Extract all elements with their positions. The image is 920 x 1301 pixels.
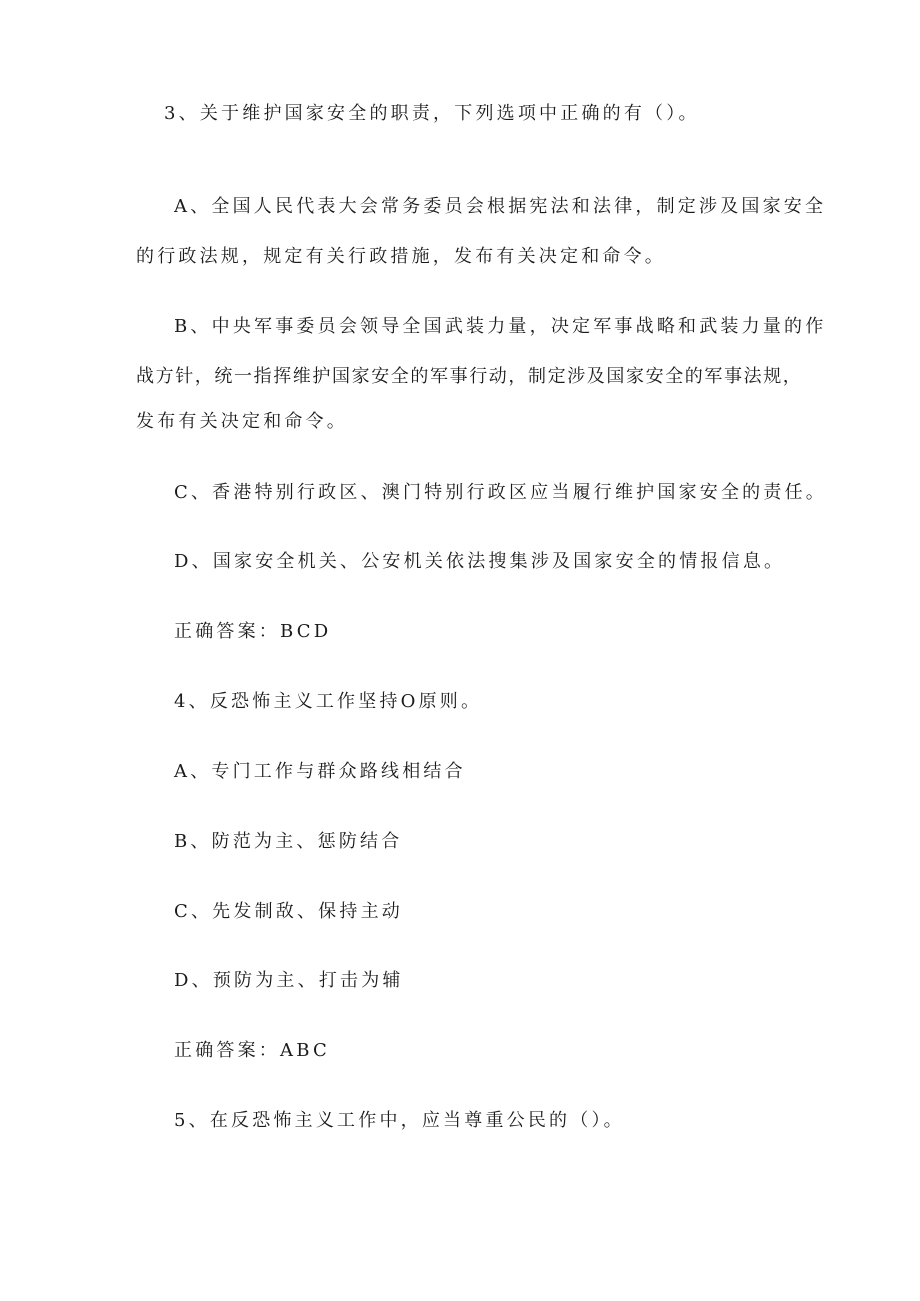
q3-option-c: C、香港特别行政区、澳门特别行政区应当履行维护国家安全的责任。 [174,482,827,503]
q3-answer: 正确答案：BCD [174,621,332,642]
q3-option-d: D、国家安全机关、公安机关依法搜集涉及国家安全的情报信息。 [174,551,786,572]
q4-answer: 正确答案：ABC [174,1040,330,1061]
q4-option-a: A、专门工作与群众路线相结合 [174,761,466,782]
q3-option-a-line2: 的行政法规，规定有关行政措施，发布有关决定和命令。 [136,246,666,267]
question-4: 4、反恐怖主义工作坚持O原则。 [174,691,483,712]
question-3: 3、关于维护国家安全的职责，下列选项中正确的有（）。 [164,103,700,124]
question-5: 5、在反恐怖主义工作中，应当尊重公民的（）。 [174,1110,625,1131]
q3-option-b-line3: 发布有关决定和命令。 [136,411,348,432]
q4-option-b: B、防范为主、惩防结合 [174,831,403,852]
q3-option-b-line2: 战方针，统一指挥维护国家安全的军事行动，制定涉及国家安全的军事法规， [136,366,803,387]
q4-option-c: C、先发制敌、保持主动 [174,901,403,922]
q3-option-a-line1: A、全国人民代表大会常务委员会根据宪法和法律，制定涉及国家安全 [174,196,827,217]
q3-option-b-line1: B、中央军事委员会领导全国武装力量，决定军事战略和武装力量的作 [174,316,827,337]
q4-option-d: D、预防为主、打击为辅 [174,970,404,991]
